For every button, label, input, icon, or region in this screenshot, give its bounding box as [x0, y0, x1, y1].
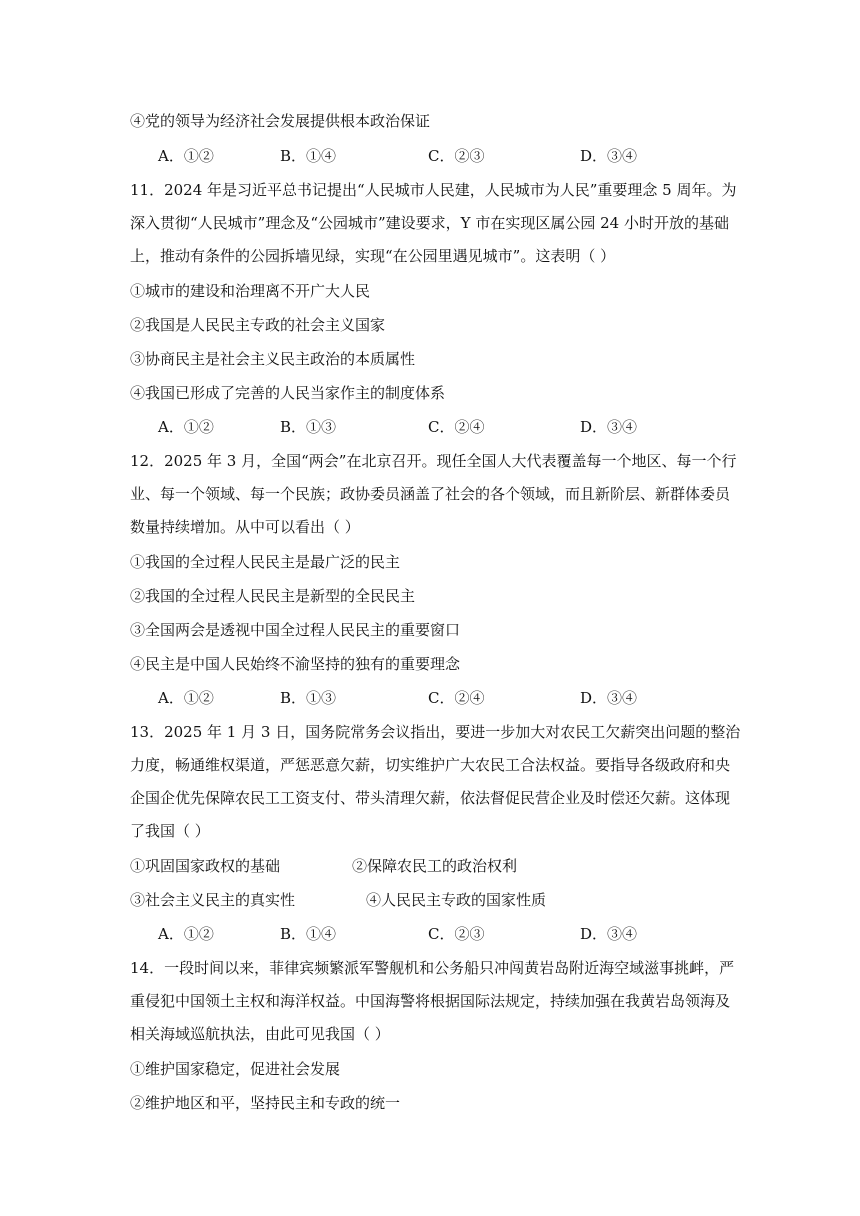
q11-item-1: ①城市的建设和治理离不开广大人民 [130, 282, 371, 300]
q12-option-d[interactable]: D．③④ [580, 689, 638, 707]
q13-items-row-1 [130, 856, 690, 876]
q11-option-c[interactable]: C．②④ [428, 418, 485, 436]
q13-stem-line-4: 了我国（ ） [130, 822, 210, 840]
q12-option-a[interactable]: A．①② [158, 689, 214, 707]
q12-option-c[interactable]: C．②④ [428, 689, 485, 707]
q13-stem-line-2: 力度，畅通维权渠道，严惩恶意欠薪，切实维护广大农民工合法权益。要指导各级政府和央 [130, 756, 731, 774]
q11-item-3: ③协商民主是社会主义民主政治的本质属性 [130, 350, 416, 368]
q12-stem-line-1: 12．2025 年 3 月，全国“两会”在北京召开。现任全国人大代表覆盖每一个地区、每一个行 [130, 452, 737, 470]
q12-option-b[interactable]: B．①③ [280, 689, 337, 707]
q12-item-3: ③全国两会是透视中国全过程人民民主的重要窗口 [130, 621, 461, 639]
q11-option-b[interactable]: B．①③ [280, 418, 337, 436]
q13-option-c[interactable]: C．②③ [428, 925, 485, 943]
q11-stem-line-3: 上，推动有条件的公园拆墙见绿，实现“在公园里遇见城市”。这表明（ ） [130, 247, 616, 265]
q11-option-a[interactable]: A．①② [158, 418, 214, 436]
q13-item-4: ④人民民主专政的国家性质 [366, 891, 547, 909]
q13-option-a[interactable]: A．①② [158, 925, 214, 943]
q13-stem-line-1: 13．2025 年 1 月 3 日，国务院常务会议指出，要进一步加大对农民工欠薪突出问题的整治 [130, 723, 741, 741]
q14-stem-line-3: 相关海域巡航执法，由此可见我国（ ） [130, 1025, 390, 1043]
q11-stem-line-2: 深入贯彻“人民城市”理念及“公园城市”建设要求，Y 市在实现区属公园 24 小时开放的基础 [130, 214, 729, 232]
q13-items-row-2 [130, 890, 690, 910]
q11-option-d[interactable]: D．③④ [580, 418, 638, 436]
q13-item-2: ②保障农民工的政治权利 [352, 857, 518, 875]
q14-stem-line-1: 14．一段时间以来，菲律宾频繁派军警舰机和公务船只冲闯黄岩岛附近海空域滋事挑衅，严 [130, 959, 735, 977]
q12-item-2: ②我国的全过程人民民主是新型的全民民主 [130, 587, 416, 605]
q10-option-c[interactable]: C．②③ [428, 147, 485, 165]
q10-option-b[interactable]: B．①④ [280, 147, 337, 165]
q13-option-d[interactable]: D．③④ [580, 925, 638, 943]
q12-item-4: ④民主是中国人民始终不渝坚持的独有的重要理念 [130, 655, 461, 673]
q10-option-d[interactable]: D．③④ [580, 147, 638, 165]
q12-stem-line-2: 业、每一个领域、每一个民族；政协委员涵盖了社会的各个领域，而且新阶层、新群体委员 [130, 485, 731, 503]
q14-item-2: ②维护地区和平，坚持民主和专政的统一 [130, 1094, 401, 1112]
q11-stem-line-1: 11．2024 年是习近平总书记提出“人民城市人民建，人民城市为人民”重要理念 5 周年。为 [130, 181, 737, 199]
q13-item-3: ③社会主义民主的真实性 [130, 891, 296, 909]
q11-item-4: ④我国已形成了完善的人民当家作主的制度体系 [130, 384, 446, 402]
q12-item-1: ①我国的全过程人民民主是最广泛的民主 [130, 553, 401, 571]
q11-item-2: ②我国是人民民主专政的社会主义国家 [130, 316, 386, 334]
q14-item-1: ①维护国家稳定，促进社会发展 [130, 1060, 341, 1078]
q13-stem-line-3: 企国企优先保障农民工工资支付、带头清理欠薪，依法督促民营企业及时偿还欠薪。这体现 [130, 789, 731, 807]
q10-option-a[interactable]: A．①② [158, 147, 214, 165]
q13-item-1: ①巩固国家政权的基础 [130, 857, 281, 875]
q10-item-4: ④党的领导为经济社会发展提供根本政治保证 [130, 112, 431, 130]
q14-stem-line-2: 重侵犯中国领土主权和海洋权益。中国海警将根据国际法规定，持续加强在我黄岩岛领海及 [130, 992, 731, 1010]
q12-stem-line-3: 数量持续增加。从中可以看出（ ） [130, 518, 360, 536]
q13-option-b[interactable]: B．①④ [280, 925, 337, 943]
